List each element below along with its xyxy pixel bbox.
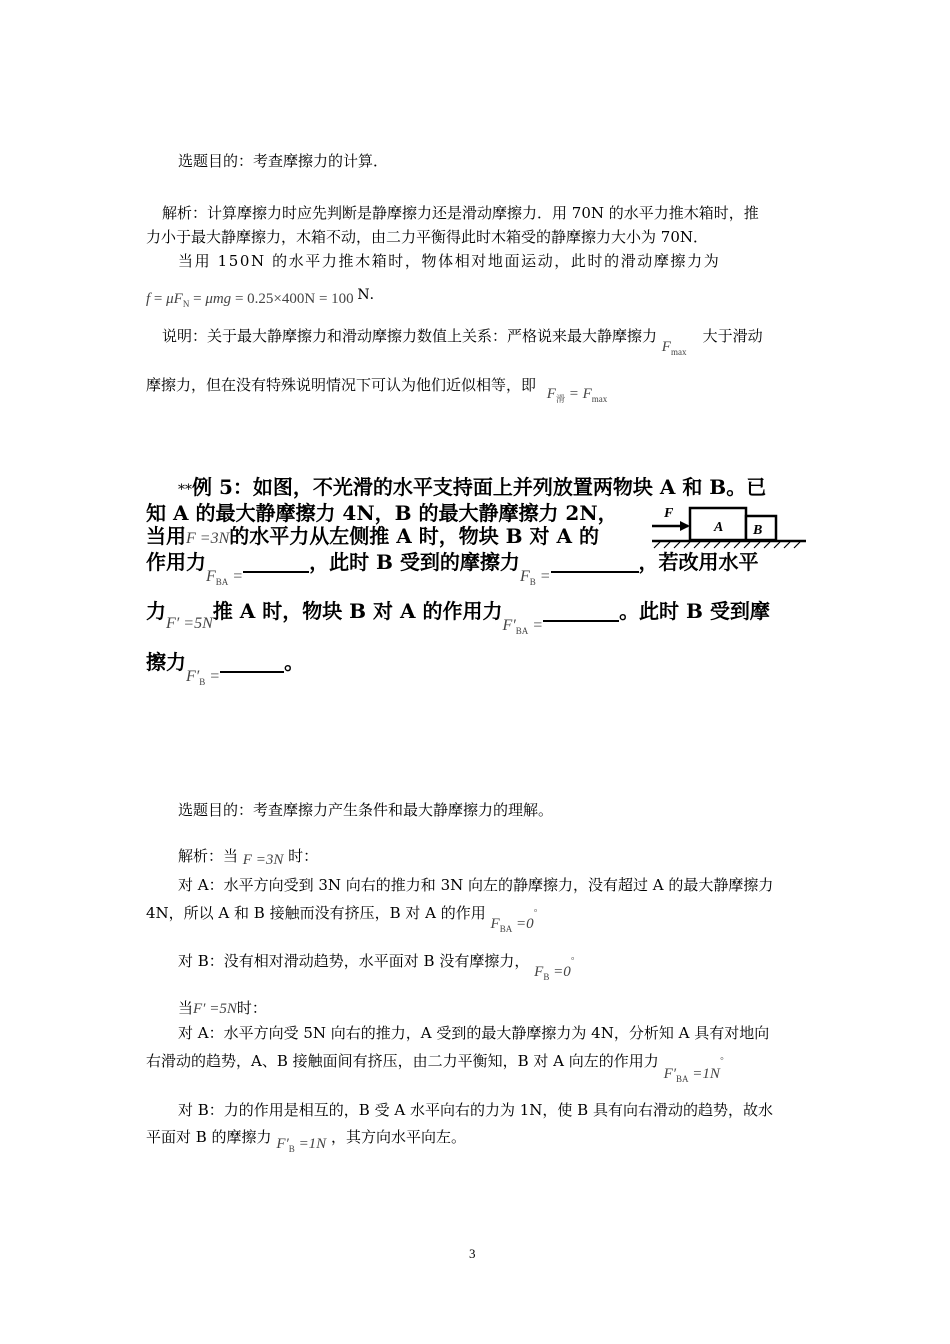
analysis-b2-line-1: 对 B：力的作用是相互的，B 受 A 水平向右的力为 1N，使 B 具有向右滑动的趋势，故水 [178,1101,773,1119]
analysis-a2-line-1: 对 A：水平方向受 5N 向右的推力，A 受到的最大静摩擦力为 4N，分析知 A 具有对地向 [178,1024,770,1042]
analysis-when-3n: 解析：当 F =3N 时： [178,847,319,868]
example5-line-1: **例 5：如图，不光滑的水平支持面上并列放置两物块 A 和 B。已 [178,475,767,499]
fba-prime-symbol: F′BA = [502,617,544,636]
fba-prime-1n: $F'_{BA} =1N$ [663,1066,720,1084]
blocks-diagram [648,500,810,550]
ground-hatching [654,542,800,548]
analysis-line-3: 当用 150N 的水平力推木箱时，物体相对地面运动，此时的滑动摩擦力为 [178,252,721,270]
example5-line-5: 力$_{F' =5N}$推 A 时，物块 B 对 A 的作用力$_{F'_{BA} =}$。此时 B 受到摩 [146,599,770,636]
note-line-1: 说明：关于最大静摩擦力和滑动摩擦力数值上关系：严格说来最大静摩擦力 $F_{max}$ 大于滑动 [162,327,763,361]
block-a-label: A [714,520,724,535]
formula-line: $f = \mu F_N = \mu mg = 0.25\times 400N = 100$ N． [146,287,384,309]
fb-prime-symbol: F′B = [186,668,221,687]
force-3n: F =3N [186,530,230,547]
f-slide-equals-fmax: $F_滑 = F_{max}$ [546,386,608,404]
force-5n: F′ =5N [166,615,213,632]
page-number: 3 [469,1246,476,1261]
analysis-line-2: 力小于最大静摩擦力，木箱不动，由二力平衡得此时木箱受的静摩擦力大小为 70N． [146,228,708,246]
example5-line-3: 当用F =3N的水平力从左侧推 A 时，物块 B 对 A 的 [146,524,599,548]
purpose-text-2: 选题目的：考查摩擦力产生条件和最大静摩擦力的理解。 [178,801,554,819]
fba-zero: $F_{BA} =0$ [490,916,534,934]
example5-line-6: 擦力$_{F'_B =}$。 [146,650,305,687]
answer-blank-2[interactable] [551,553,639,573]
answer-blank-4[interactable] [220,653,284,673]
fb-prime-1n: $F'_B =1N$ [276,1136,327,1154]
fmax-symbol: $F_{max}$ [661,339,687,357]
friction-formula: $f = \mu F_N = \mu mg = 0.25\times 400N = 100$ [146,291,358,309]
analysis-b-line-1: 对 B：没有相对滑动趋势，水平面对 B 没有摩擦力， $F_B =0^◦$ [178,952,575,982]
analysis-a-line-2: 4N，所以 A 和 B 接触而没有挤压，B 对 A 的作用 $F_{BA} =0^◦$ [146,904,538,934]
fb-symbol: FB = [519,568,551,587]
fba-symbol: FBA = [206,568,244,587]
note-line-2: 摩擦力，但在没有特殊说明情况下可认为他们近似相等，即 $F_滑 = F_{max}$ [146,376,608,404]
purpose-text-1: 选题目的：考查摩擦力的计算． [178,152,389,170]
answer-blank-3[interactable] [543,602,619,622]
analysis-b2-line-2: 平面对 B 的摩擦力 $F'_B =1N$ ，其方向水平向左。 [146,1128,466,1154]
arrow-head [680,521,690,531]
block-b-label: B [753,523,763,538]
answer-blank-1[interactable] [243,553,309,573]
fb-zero: $F_B =0$ [534,964,571,982]
analysis-when-5n: 当F′ =5N时： [178,999,267,1017]
analysis-a2-line-2: 右滑动的趋势，A、B 接触面间有挤压，由二力平衡知，B 对 A 向左的作用力 $F'_{BA} =1N^◦$ [146,1052,724,1084]
analysis-a-line-1: 对 A：水平方向受到 3N 向右的推力和 3N 向左的静摩擦力，没有超过 A 的最大静摩擦力 [178,876,774,894]
analysis-line-1: 解析：计算摩擦力时应先判断是静摩擦力还是滑动摩擦力．用 70N 的水平力推木箱时，推 [162,204,759,222]
example5-line-2: 知 A 的最大静摩擦力 4N，B 的最大静摩擦力 2N， [146,501,618,525]
example5-line-4: 作用力$_{F_{BA} =}$，此时 B 受到的摩擦力$_{F_B =}$，若改用水平 [146,550,759,587]
force-label: F [664,506,674,521]
